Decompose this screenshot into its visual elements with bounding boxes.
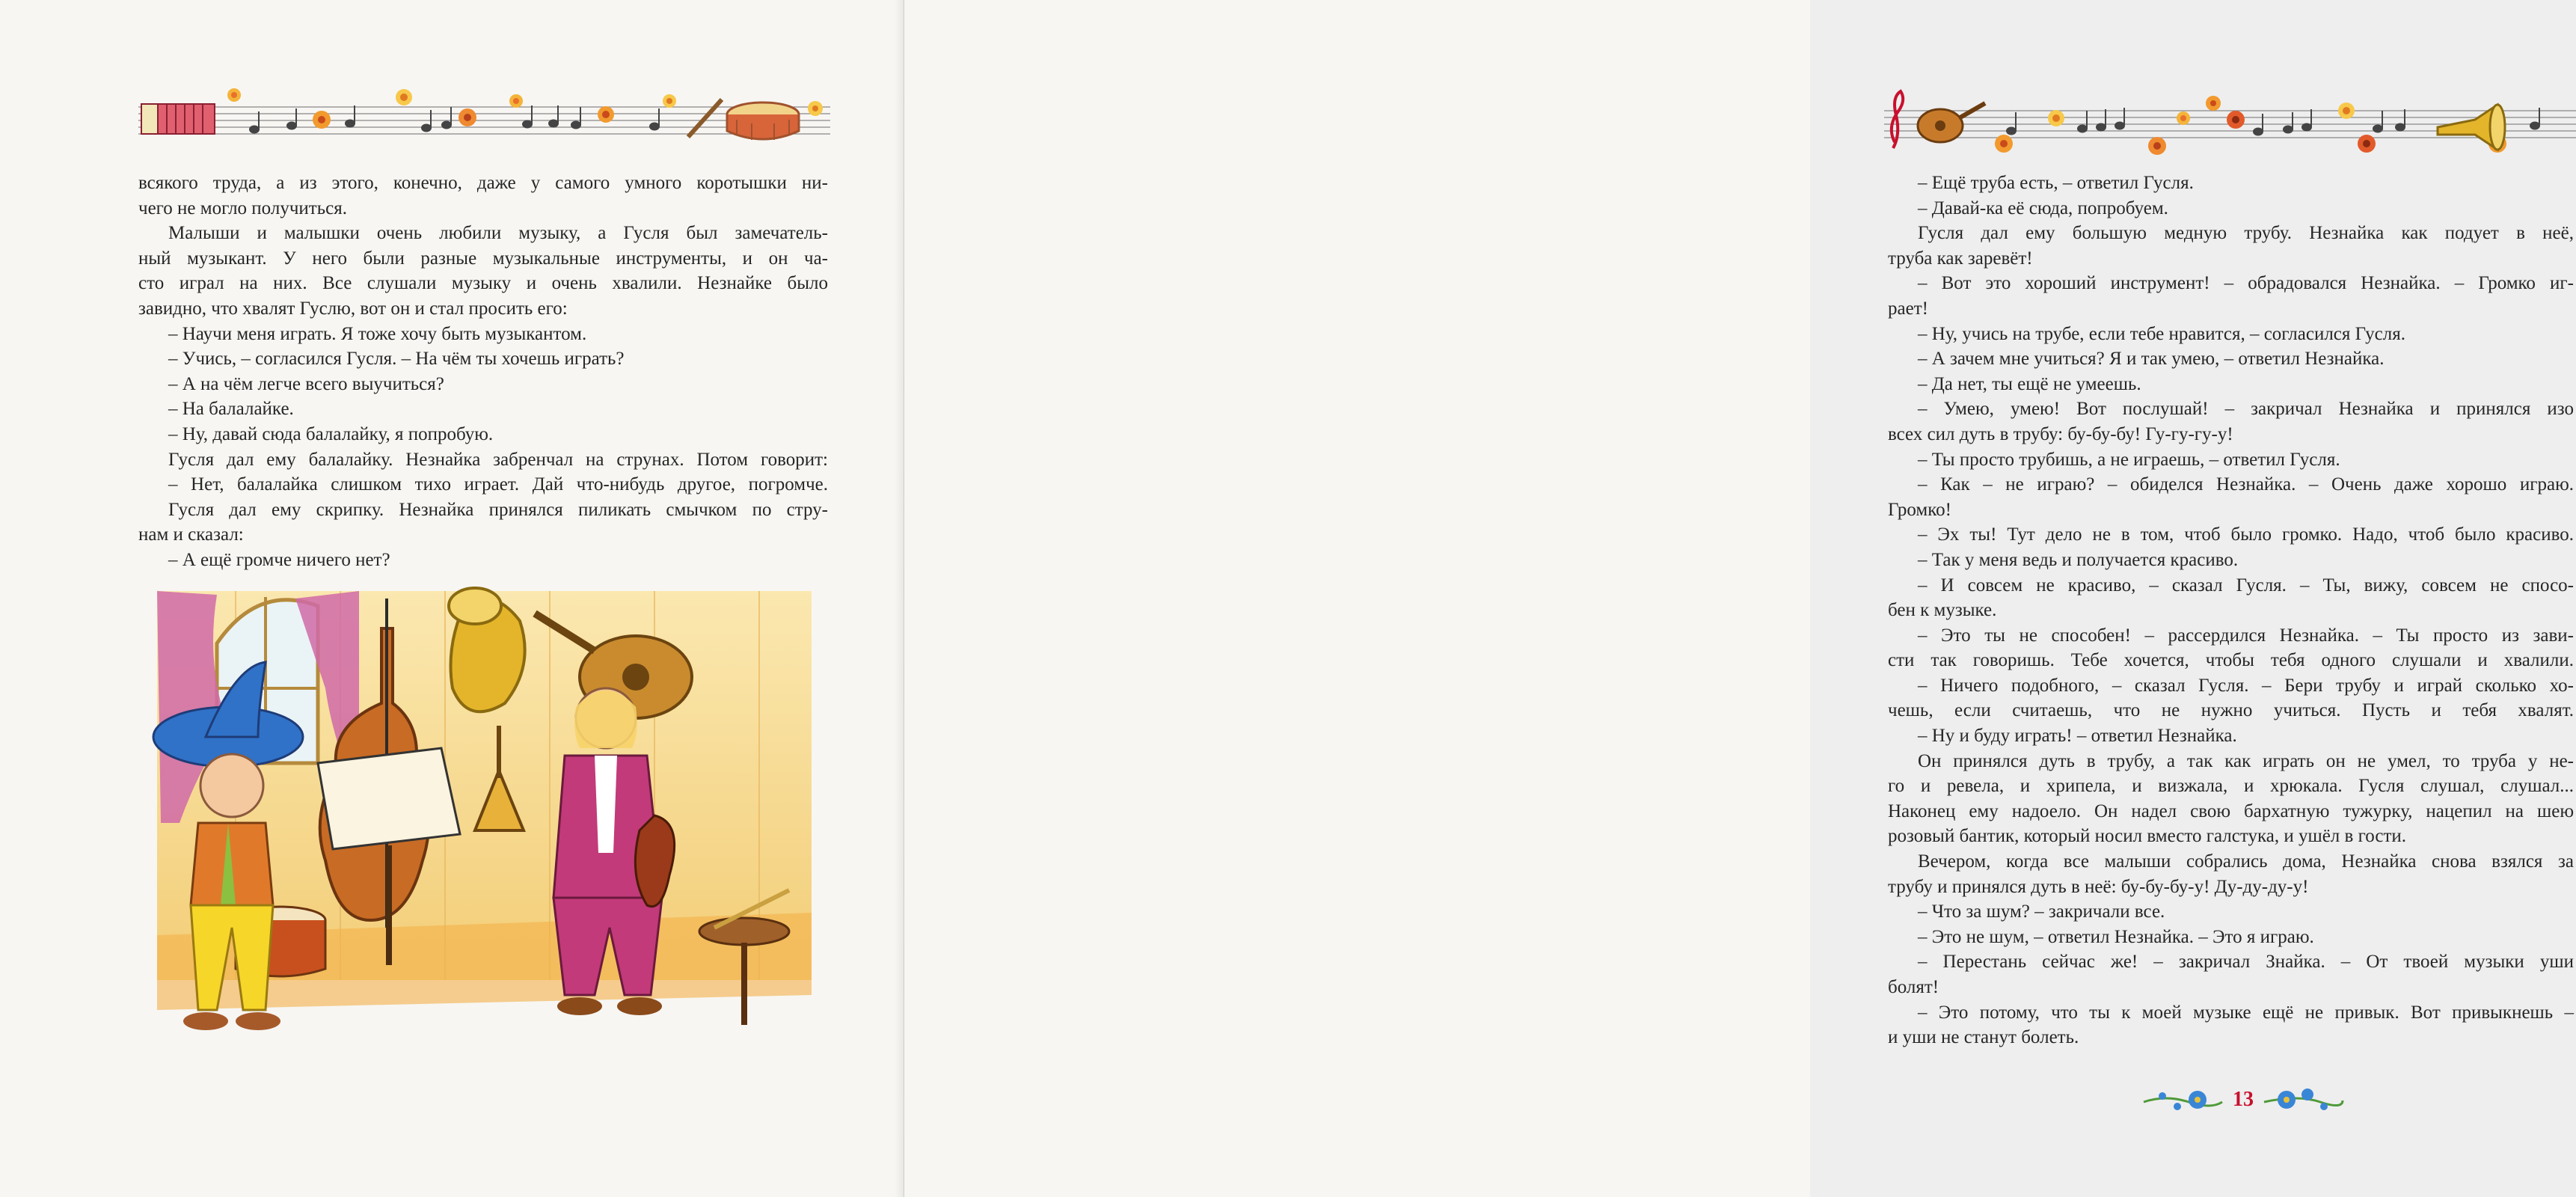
text-line: – Вот это хороший инструмент! – обрадовался Незнайка. – Громко иг- bbox=[1918, 273, 2574, 294]
right-page-text bbox=[1888, 171, 2574, 1050]
text-line: завидно, что хвалят Гуслю, вот он и стал просить его: bbox=[138, 298, 568, 319]
text-line: – Эх ты! Тут дело не в том, чтоб было громко. Надо, чтоб было красиво. bbox=[1918, 524, 2574, 545]
text-line: – Ну и буду играть! – ответил Незнайка. bbox=[1918, 726, 2237, 747]
page-footer bbox=[2138, 1077, 2348, 1122]
text-line: – Ну, учись на трубе, если тебе нравится, – согласился Гусля. bbox=[1918, 323, 2405, 344]
right-page bbox=[904, 0, 2574, 1197]
text-line: – А на чём легче всего выучиться? bbox=[168, 373, 444, 394]
text-line: – Как – не играю? – обиделся Незнайка. – Очень даже хорошо играю. bbox=[1918, 474, 2574, 495]
text-line: – Да нет, ты ещё не умеешь. bbox=[1918, 373, 2141, 394]
text-line: – Это ты не способен! – рассердился Незнайка. – Ты просто из зави- bbox=[1918, 625, 2574, 646]
text-line: – Учись, – согласился Гусля. – На чём ты хочешь играть? bbox=[168, 349, 625, 370]
text-line: – Что за шум? – закричали все. bbox=[1918, 901, 2165, 922]
text-line: чего не могло получиться. bbox=[138, 198, 347, 218]
text-line: – Ничего подобного, – сказал Гусля. – Бери трубу и играй сколько хо- bbox=[1918, 675, 2574, 696]
text-line: – Ты просто трубишь, а не играешь, – ответил Гусля. bbox=[1918, 449, 2340, 470]
text-line: го и ревела, и хрипела, и визжала, и хрюкала. Гусля слушал, слушал... bbox=[1888, 776, 2574, 797]
text-line: бен к музыке. bbox=[1888, 600, 1997, 621]
text-line: – Умею, умею! Вот послушай! – закричал Незнайка и принялся изо bbox=[1918, 399, 2574, 420]
text-line: нам и сказал: bbox=[138, 524, 244, 545]
text-line: Гусля дал ему большую медную трубу. Незнайка как подует в неё, bbox=[1918, 223, 2574, 244]
text-line: всех сил дуть в трубу: бу-бу-бу! Гу-гу-гу-у! bbox=[1888, 423, 2233, 444]
text-line: труба как заревёт! bbox=[1888, 248, 2033, 269]
text-line: – Научи меня играть. Я тоже хочу быть музыкантом. bbox=[168, 323, 587, 344]
text-line: Гусля дал ему балалайку. Незнайка забренчал на струнах. Потом говорит: bbox=[168, 449, 828, 470]
blue-flower-vine-icon bbox=[2144, 1081, 2222, 1118]
text-line: – Давай-ка её сюда, попробуем. bbox=[1918, 198, 2168, 218]
blue-flower-vine-icon bbox=[2264, 1081, 2343, 1118]
text-line: – Перестань сейчас же! – закричал Знайка. – От твоей музыки уши bbox=[1918, 952, 2574, 973]
text-line: и уши не станут болеть. bbox=[1888, 1027, 2079, 1048]
music-staff-banner-icon bbox=[1884, 82, 2576, 165]
text-line: всякого труда, а из этого, конечно, даже у самого умного коротышки ни- bbox=[138, 173, 828, 193]
text-line: Он принялся дуть в трубу, а так как играть он не умел, то труба у не- bbox=[1918, 750, 2574, 771]
text-line: – Это не шум, – ответил Незнайка. – Это я играю. bbox=[1918, 926, 2314, 947]
text-line: – Это потому, что ты к моей музыке ещё не привык. Вот привыкнешь – bbox=[1918, 1002, 2574, 1023]
text-line: болят! bbox=[1888, 977, 1939, 997]
text-line: – Так у меня ведь и получается красиво. bbox=[1918, 549, 2239, 570]
text-line: – А зачем мне учиться? Я и так умею, – ответил Незнайка. bbox=[1918, 349, 2385, 370]
music-staff-banner-left bbox=[138, 79, 830, 161]
text-line: рает! bbox=[1888, 298, 1928, 319]
music-staff-banner-right bbox=[1884, 82, 2576, 165]
music-staff-banner-icon bbox=[138, 79, 830, 161]
text-line: – На балалайке. bbox=[168, 399, 294, 420]
text-line: – Ну, давай сюда балалайку, я попробую. bbox=[168, 423, 494, 444]
left-page bbox=[0, 0, 904, 1197]
left-page-text bbox=[138, 171, 828, 573]
text-line: Вечером, когда все малыши собрались дома, Незнайка снова взялся за bbox=[1918, 851, 2574, 872]
text-line: трубу и принялся дуть в неё: бу-бу-бу-у! Ду-ду-ду-у! bbox=[1888, 876, 2309, 897]
text-line: – Нет, балалайка слишком тихо играет. Дай что-нибудь другое, погромче. bbox=[168, 474, 828, 495]
text-line: чешь, если считаешь, что не нужно учиться. Пусть и тебя хвалят. bbox=[1888, 700, 2574, 721]
text-line: розовый бантик, который носил вместо галстука, и ушёл в гости. bbox=[1888, 826, 2406, 847]
text-line: сти так говоришь. Тебе хочется, чтобы тебя одного слушали и хвалили. bbox=[1888, 650, 2574, 671]
text-line: ный музыкант. У него были разные музыкальные инструменты, и он ча- bbox=[138, 248, 828, 269]
text-line: – А ещё громче ничего нет? bbox=[168, 549, 390, 570]
text-line: Громко! bbox=[1888, 499, 1951, 520]
illustration-icon bbox=[146, 576, 823, 1062]
text-line: – И совсем не красиво, – сказал Гусля. – Ты, вижу, совсем не спосо- bbox=[1918, 575, 2574, 596]
text-line: Наконец ему надоело. Он надел свою бархатную тужурку, нацепил на шею bbox=[1888, 800, 2574, 821]
musicians-room-illustration bbox=[146, 576, 823, 1062]
text-line: сто играл на них. Все слушали музыку и очень хвалили. Незнайке было bbox=[138, 273, 828, 294]
text-line: Малыши и малышки очень любили музыку, а Гусля был замечатель- bbox=[168, 223, 828, 244]
page-number: 13 bbox=[2233, 1088, 2254, 1111]
text-line: – Ещё труба есть, – ответил Гусля. bbox=[1918, 173, 2194, 193]
text-line: Гусля дал ему скрипку. Незнайка принялся пиликать смычком по стру- bbox=[168, 499, 828, 520]
